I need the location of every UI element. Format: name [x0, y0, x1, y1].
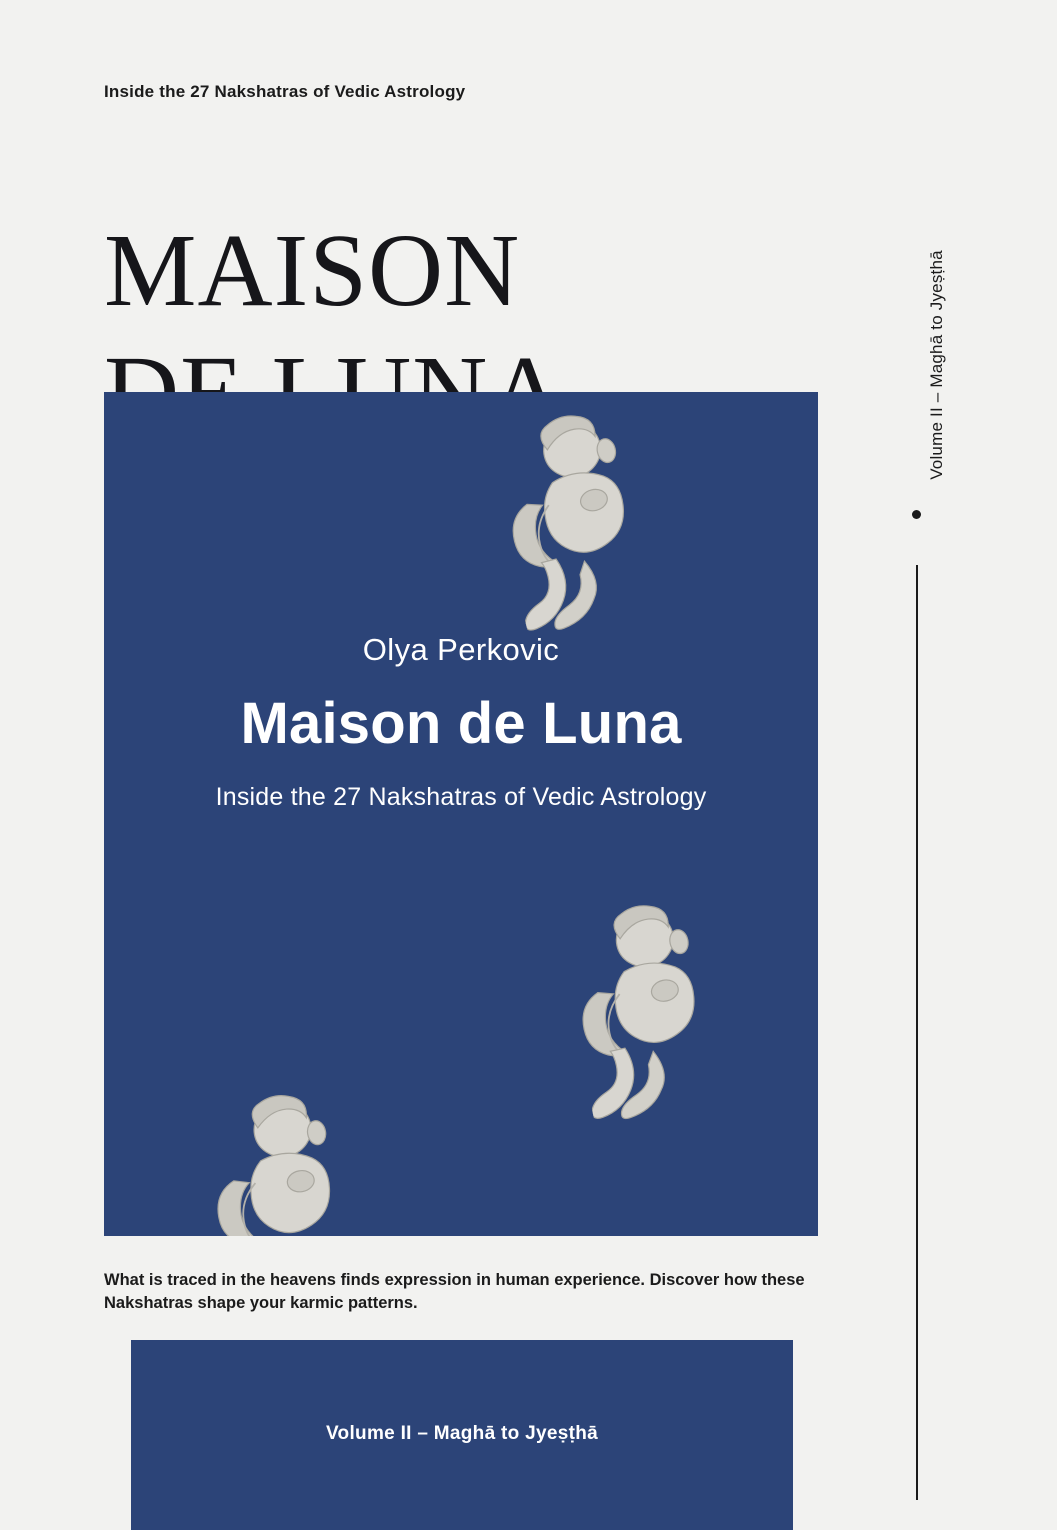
side-rail: [897, 200, 946, 1500]
book-cover-image: [104, 392, 818, 1236]
page-title-line-1: MAISON: [104, 212, 521, 328]
volume-band: [131, 1340, 793, 1530]
cover-subtitle: Inside the 27 Nakshatras of Vedic Astrology: [215, 783, 707, 811]
eyebrow-text: Inside the 27 Nakshatras of Vedic Astrology: [104, 82, 466, 101]
cherub-statue-icon: [552, 889, 747, 1145]
side-rail-divider: [916, 565, 918, 1500]
cherub-statue-icon: [190, 1081, 378, 1236]
volume-band-label: Volume II – Maghā to Jyeṣṭhā: [325, 1423, 598, 1444]
cover-title: Maison de Luna: [240, 691, 682, 756]
cherub-statue-icon: [478, 397, 679, 656]
cover-author: Olya Perkovic: [362, 632, 560, 667]
side-rail-label: Volume II – Maghā to Jyeṣṭhā: [927, 250, 946, 480]
cover-caption: What is traced in the heavens finds expression in human experience. Discover how these Nakshatras shape your karmic patterns.: [104, 1270, 805, 1312]
side-rail-dot: [912, 510, 921, 519]
cover-text-block: [104, 632, 818, 812]
